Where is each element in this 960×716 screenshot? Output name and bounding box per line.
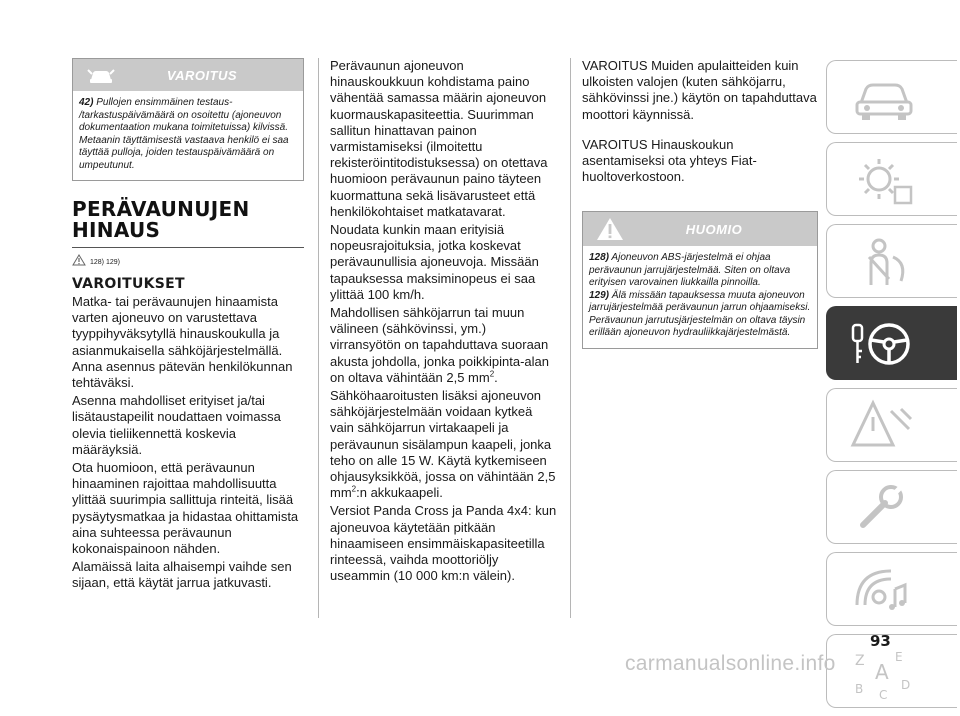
media-icon	[849, 561, 919, 619]
svg-text:C: C	[879, 688, 888, 701]
superscript: 2	[489, 369, 495, 379]
note-box-title: HUOMIO	[685, 222, 743, 238]
column-2	[330, 58, 558, 587]
paragraph	[330, 388, 558, 501]
car-icon	[849, 69, 919, 127]
watermark: carmanualsonline.info	[625, 652, 836, 675]
note-number: 129)	[589, 289, 610, 301]
paragraph: Asenna mahdolliset erityiset ja/tai lisätaustapeilit noudattaen voimassa olevia tieliikennettä koskevia määräyksiä.	[72, 393, 281, 457]
wrench-icon	[849, 479, 919, 537]
note-text: Älä missään tapauksessa muuta ajoneuvon jarrujärjestelmää perävaunun jarrun ohjaamiseksi. Perävaunun jarrutusjärjestelmän on oltava täysin erillään ajoneuvon hydrauliikkajärjestelmästä.	[589, 289, 811, 339]
paragraph: Alamäissä laita alhaisempi vaihde sen sijaan, että käytät jarrua jatkuvasti.	[72, 559, 292, 591]
paragraph	[330, 305, 558, 386]
column-divider	[570, 58, 571, 618]
section-heading-line-2: HINAUS	[72, 218, 161, 242]
warning-box-title: VAROITUS	[166, 68, 238, 83]
warning-number: 42)	[79, 97, 94, 108]
page-number: 93	[870, 632, 891, 650]
note-number: 128)	[589, 252, 610, 264]
paragraph: Perävaunun ajoneuvon hinauskoukkuun kohdistama paino vähentää samassa määrin ajoneuvon kuormauskapasiteettia. Suurimman sallitun hinattavan painon varmistamiseksi (ilmoitettu rekisteröintitodistuksessa) on otettava huomioon perävaunun paino täyteen kuormattuna sekä lisävarusteet että henkilökohtaiset matkatavarat.	[330, 58, 548, 219]
column-divider	[318, 58, 319, 618]
chapter-tab-dashboard[interactable]	[826, 142, 957, 216]
section-heading-line-1: PERÄVAUNUJEN	[72, 197, 250, 221]
paragraph: Matka- tai perävaunujen hinaamista varten ajoneuvo on varustettava tyyppihyväksytyllä hinauskoukulla ja asianmukaisella sähköjärjestelmällä. Anna asennus pätevän henkilökunnan tehtäväksi.	[72, 294, 293, 391]
chapter-sidebar	[826, 60, 957, 716]
note-box-text	[583, 246, 817, 348]
warning-box-text	[73, 91, 303, 180]
note-text: Ajoneuvon ABS-järjestelmä ei ohjaa perävaunun jarrujärjestelmää. Siten on oltava erityisen varovainen liukkailla pinnoilla.	[589, 252, 791, 289]
chapter-tab-vehicle[interactable]	[826, 60, 957, 134]
paragraph-text: Mahdollisen sähköjarrun tai muun välineen (sähkövinssi, ym.) virransyötön on tapahduttava suoraan akusta johdolla, jonka poikkipinta-alan on oltava vähintään 2,5 mm	[330, 305, 549, 385]
reference-numbers: 128) 129)	[90, 258, 120, 266]
chapter-tab-maintenance[interactable]	[826, 470, 957, 544]
chapter-tab-warnings[interactable]	[826, 388, 957, 462]
warning-triangle-icon	[72, 254, 86, 266]
superscript: 2	[351, 484, 357, 494]
paragraph: Noudata kunkin maan erityisiä nopeusrajoituksia, jotka koskevat perävaunullisia ajoneuvoja. Missään tapauksessa maksiminopeus ei saa ylittää 100 km/h.	[330, 222, 539, 302]
paragraph: Versiot Panda Cross ja Panda 4x4: kun ajoneuvoa käytetään pitkään hinaamiseen ensimmäiskapasiteetilla rinteessä, vaihda moottoriöljy useammin (10 000 km:n välein).	[330, 503, 557, 584]
svg-text:E: E	[895, 650, 903, 664]
chapter-tab-starting-driving[interactable]	[826, 306, 957, 380]
warning-triangle-icon	[849, 397, 919, 455]
paragraph-end: .	[494, 369, 498, 385]
column-1	[72, 58, 304, 594]
paragraph: Ota huomioon, että perävaunun hinaaminen rajoittaa mahdollisuutta ylittää suurimpia sallittuja rinteitä, lisää pysäytysmatkaa ja hidastaa ohittamista aina suhteessa perävaunun kokonaispainoon nähden.	[72, 460, 299, 557]
paragraph: VAROITUS Muiden apulaitteiden kuin ulkoisten valojen (kuten sähköjarru, sähkövinssi jne.) käytön on tapahduttava moottori käynnissä.	[582, 58, 817, 122]
section-heading	[72, 199, 304, 241]
svg-text:B: B	[855, 682, 864, 696]
dashboard-lights-icon	[849, 151, 919, 209]
chapter-tab-index[interactable]	[826, 634, 957, 708]
chapter-tab-safety[interactable]	[826, 224, 957, 298]
paragraph-end: :n akkukaapeli.	[356, 485, 443, 501]
note-box-header	[583, 212, 817, 246]
warning-text: Pullojen ensimmäinen testaus- /tarkastuspäivämäärä on osoitettu (ajoneuvon dokumentaation mukana toimitetuissa) kilvissä. Metaanin täyttämisestä vastaava henkilö ei saa täyttää pulloja, joiden testauspäivämäärä on umpeutunut.	[79, 97, 289, 171]
chapter-tab-multimedia[interactable]	[826, 552, 957, 626]
paragraph-text: Sähköhaaroitusten lisäksi ajoneuvon sähköjärjestelmään voidaan kytkeä vain sähköjarrun virtakaapeli ja perävaunun sisälampun kaapeli, jonka teho on alle 15 W. Käytä kytkemiseen ohjausyksikköä, jossa on vähintään 2,5 mm	[330, 388, 556, 501]
key-steering-wheel-icon	[849, 315, 919, 373]
seatbelt-airbag-icon	[849, 233, 919, 291]
reference-marks	[72, 254, 304, 266]
warning-box	[72, 58, 304, 181]
svg-text:D: D	[901, 678, 911, 692]
heading-rule	[72, 247, 304, 248]
subheading: VAROITUKSET	[72, 276, 185, 292]
warning-box-header	[73, 59, 303, 91]
note-box	[582, 211, 818, 349]
svg-text:A: A	[875, 660, 889, 684]
column-3	[582, 58, 818, 349]
paragraph: VAROITUS Hinauskoukun asentamiseksi ota yhteys Fiat-huoltoverkostoon.	[582, 136, 757, 185]
index-letters-icon	[849, 643, 919, 701]
svg-text:Z: Z	[855, 653, 865, 669]
